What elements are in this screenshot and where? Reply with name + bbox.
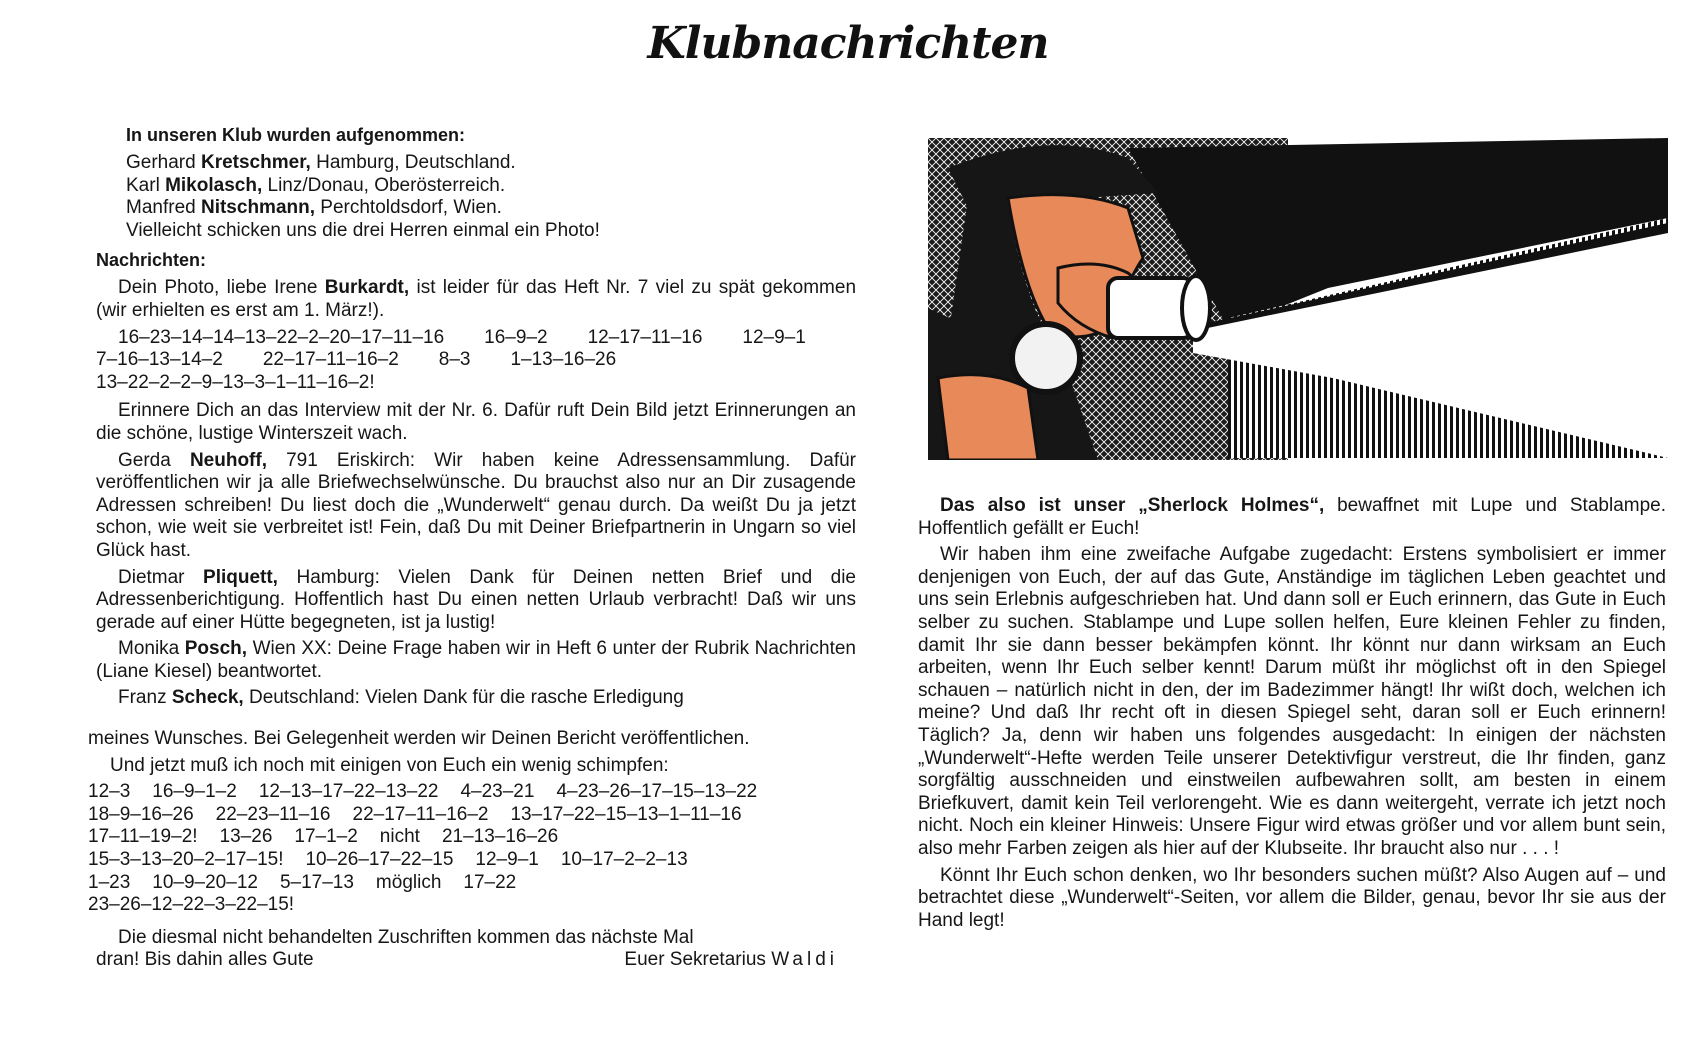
news-scheck-continued: meines Wunsches. Bei Gelegenheit werden wir Deinen Bericht veröffentlichen. (88, 728, 750, 750)
cipher-group: 10–17–2–2–13 (560, 849, 688, 871)
closing-line-2: dran! Bis dahin alles Gute Euer Sekretarius Waldi (96, 949, 856, 972)
cipher-group: 1–23 (88, 871, 131, 893)
cipher-block-2 (88, 781, 856, 917)
cipher-group: 13–22–2–2–9–13–3–1–11–16–2! (96, 371, 375, 393)
cipher-group: 12–9–1 (475, 849, 539, 871)
cipher-group: 22–17–11–16–2 (262, 349, 399, 371)
cipher-group: 12–17–11–16 (587, 326, 703, 348)
magnifying-glass (1012, 324, 1080, 392)
scold-text: Und jetzt muß ich noch mit einigen von Euch ein wenig schimpfen: (110, 754, 669, 776)
cipher-group: 4–23–21 (460, 781, 535, 803)
member-list (96, 152, 856, 242)
cipher-group: 1–13–16–26 (510, 349, 617, 371)
news-posch: Monika Posch, Wien XX: Deine Frage haben wir in Heft 6 unter der Rubrik Nachrichten (Liane Kiesel) beantwortet. (96, 638, 857, 682)
cipher-group: nicht (379, 826, 420, 848)
cipher-group: 22–23–11–16 (215, 803, 331, 825)
photo-request: Vielleicht schicken uns die drei Herren einmal ein Photo! (126, 219, 600, 241)
cipher-group: 8–3 (438, 349, 471, 371)
cipher-group: 16–23–14–14–13–22–2–20–17–11–16 (118, 326, 445, 348)
cipher-group: 22–17–11–16–2 (352, 803, 489, 825)
admitted-heading: In unseren Klub wurden aufgenommen: (126, 125, 466, 145)
news-neuhoff: Gerda Neuhoff, 791 Eriskirch: Wir haben keine Adressensammlung. Dafür veröffentlichen wir ja alle Briefwechselwünsche. Du brauchst also nur an Dir zusagende Adressen schreiben! Du liest doch die „Wunderwelt“ genau durch. Da weißt Du ja jetzt schon, wie weit sie verbreitet ist! Fein, daß Du mit Deiner Briefpartnerin in Ungarn so viel Glück hast. (96, 449, 856, 561)
cipher-group: 17–1–2 (294, 826, 358, 848)
cipher-group: 7–16–13–14–2 (96, 349, 223, 371)
cipher-group: möglich (375, 871, 442, 893)
cipher-group: 17–22 (463, 871, 517, 893)
member-item: Gerhard Kretschmer, Hamburg, Deutschland. (126, 152, 516, 173)
right-column (918, 495, 1666, 936)
second-hand (938, 375, 1038, 460)
left-column (88, 125, 857, 976)
signature-name: Waldi (771, 949, 838, 971)
cipher-group: 18–9–16–26 (88, 803, 194, 825)
cipher-group: 23–26–12–22–3–22–15! (88, 894, 295, 916)
member-item: Karl Mikolasch, Linz/Donau, Oberösterreich. (126, 174, 506, 196)
news-scheck: Franz Scheck, Deutschland: Vielen Dank für die rasche Erledigung (118, 687, 684, 709)
member-item: Manfred Nitschmann, Perchtoldsdorf, Wien. (126, 197, 502, 219)
cipher-group: 13–26 (219, 826, 273, 848)
closing-line-1: Die diesmal nicht behandelten Zuschriften kommen das nächste Mal (118, 926, 694, 948)
cipher-block-1 (96, 327, 856, 395)
news-heading: Nachrichten: (96, 250, 207, 271)
cipher-group: 13–17–22–15–13–1–11–16 (510, 803, 742, 825)
signature: Euer Sekretarius Waldi (624, 949, 838, 971)
cipher-group: 10–9–20–12 (152, 871, 258, 893)
cipher-group: 10–26–17–22–15 (305, 849, 454, 871)
right-paragraph-2: Könnt Ihr Euch schon denken, wo Ihr besonders suchen müßt? Also Augen auf – und betrachtet diese „Wunderwelt“-Seiten, vor allem die Bilder, genau, bevor Ihr sie aus der Hand legt! (918, 864, 1666, 931)
right-paragraph-1: Wir haben ihm eine zweifache Aufgabe zugedacht: Erstens symbolisiert er immer denjenigen von Euch, der auf das Gute, Anständige im täglichen Leben geachtet und uns sein Erlebnis aufgeschrieben hat. Und dann soll er Euch erinnern, das Gute in Euch selber zu suchen. Stablampe und Lupe sollen helfen, Eure kleinen Fehler zu finden, damit Ihr sie dann besser bekämpfen könnt. Ihr könnt nur dann wirksam an Euch arbeiten, wenn Ihr Euch selber kennt! Darum müßt ihr möglichst oft in den Spiegel schauen – natürlich nicht in den, der im Badezimmer hängt! Ihr wißt doch, welchen ich meine? Und daß Ihr recht oft in diesen Spiegel seht, daran soll er Euch erinnern! Täglich? Ja, denn wir haben uns folgendes ausgedacht: In einigen der nächsten „Wunderwelt“-Hefte werden Teile unserer Detektivfigur verstreut, die Ihr finden, ganz sorgfältig ausschneiden und einstweilen aufbewahren sollt, am besten in einem Briefkuvert, damit kein Teil verlorengeht. Wie es dann weitergeht, verrate ich jetzt noch nicht. Noch ein kleiner Hinweis: Unsere Figur wird etwas größer und vor allem bunt sein, also mehr Farben zeigen als hier auf der Klubseite. Ihr braucht also nur . . . ! (918, 544, 1666, 859)
cipher-group: 12–3 (88, 781, 131, 803)
cipher-group: 12–13–17–22–13–22 (258, 781, 439, 803)
sherlock-holmes-illustration (928, 138, 1668, 460)
cipher-group: 21–13–16–26 (441, 826, 559, 848)
illustration-caption: Das also ist unser „Sherlock Holmes“, bewaffnet mit Lupe und Stablampe. Hoffentlich gefällt er Euch! (918, 495, 1666, 539)
news-burkardt: Dein Photo, liebe Irene Burkardt, ist leider für das Heft Nr. 7 viel zu spät gekommen (wir erhielten es erst am 1. März!). (96, 277, 857, 321)
cipher-group: 4–23–26–17–15–13–22 (556, 781, 758, 803)
cipher-group: 5–17–13 (279, 871, 354, 893)
news-interview: Erinnere Dich an das Interview mit der Nr. 6. Dafür ruft Dein Bild jetzt Erinnerungen an die schöne, lustige Winterszeit wach. (96, 400, 856, 444)
cipher-group: 16–9–2 (484, 326, 548, 348)
page-title: Klubnachrichten (647, 18, 1049, 69)
closing (96, 927, 856, 972)
news-pliquett: Dietmar Pliquett, Hamburg: Vielen Dank für Deinen netten Brief und die Adressenberichtigung. Hoffentlich hast Du einen netten Urlaub verbracht! Daß wir uns gerade auf einer Hütte begegneten, ist ja lustig! (96, 566, 857, 633)
cipher-group: 17–11–19–2! (88, 826, 198, 848)
cipher-group: 15–3–13–20–2–17–15! (88, 849, 284, 871)
cipher-group: 12–9–1 (742, 326, 806, 348)
cipher-group: 16–9–1–2 (152, 781, 237, 803)
